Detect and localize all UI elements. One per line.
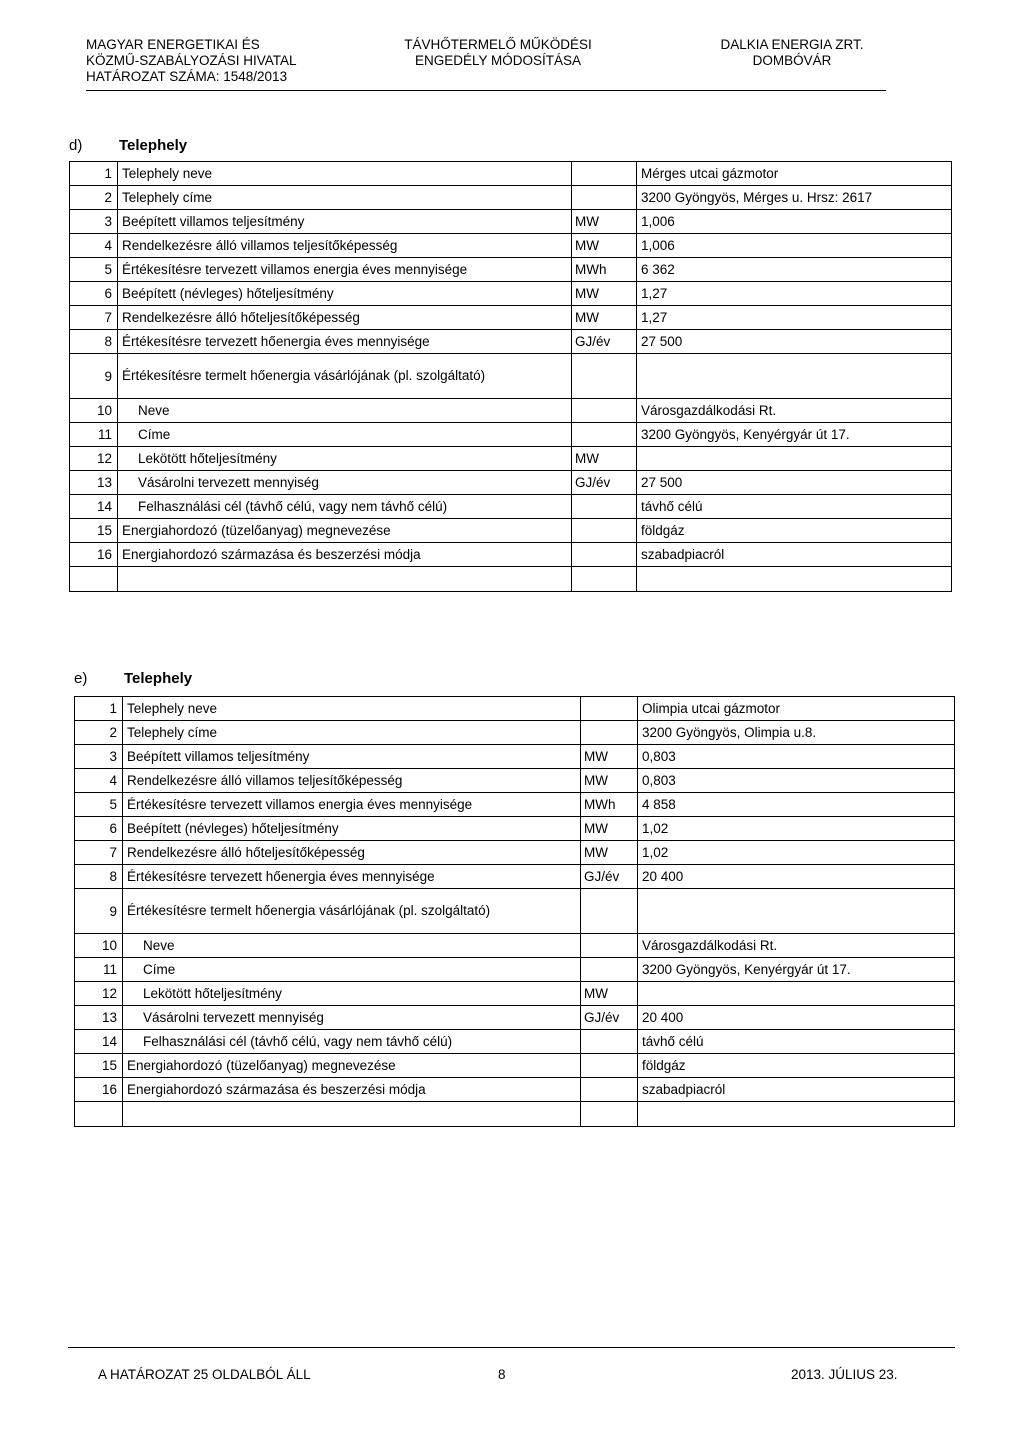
row-unit [581,1054,638,1078]
row-value: 3200 Gyöngyös, Olimpia u.8. [638,721,955,745]
row-number: 1 [70,162,118,186]
row-label: Beépített villamos teljesítmény [123,745,581,769]
row-number: 6 [75,817,123,841]
row-label: Értékesítésre termelt hőenergia vásárlójának (pl. szolgáltató) [118,354,572,399]
row-number: 4 [70,234,118,258]
table-row [70,447,952,471]
row-value: 3200 Gyöngyös, Kenyérgyár út 17. [637,423,952,447]
row-value [637,567,952,592]
table-row [75,1078,955,1102]
row-label: Vásárolni tervezett mennyiség [123,1006,581,1030]
row-value: Városgazdálkodási Rt. [638,934,955,958]
header-subject [388,37,608,69]
site-table-d [69,161,952,592]
row-unit [572,162,637,186]
row-unit [572,519,637,543]
row-unit [572,354,637,399]
row-number: 12 [70,447,118,471]
row-value: 0,803 [638,769,955,793]
row-label: Lekötött hőteljesítmény [123,982,581,1006]
footer-page-count: A HATÁROZAT 25 OLDALBÓL ÁLL [98,1367,311,1382]
header-authority [86,37,297,85]
table-row [75,1030,955,1054]
row-value: 20 400 [638,865,955,889]
row-number: 4 [75,769,123,793]
table-row [75,934,955,958]
row-unit [581,934,638,958]
row-label: Energiahordozó (tüzelőanyag) megnevezése [118,519,572,543]
row-number: 5 [75,793,123,817]
table-row [75,841,955,865]
row-unit [581,697,638,721]
row-number: 6 [70,282,118,306]
row-value: szabadpiacról [638,1078,955,1102]
table-row [70,186,952,210]
row-unit [581,958,638,982]
row-value [637,447,952,471]
row-value [638,982,955,1006]
row-number: 16 [70,543,118,567]
row-value: távhő célú [637,495,952,519]
row-unit [572,495,637,519]
site-table-e [74,696,955,1127]
row-number: 7 [75,841,123,865]
row-label: Címe [118,423,572,447]
row-label: Telephely címe [123,721,581,745]
row-label: Energiahordozó származása és beszerzési módja [123,1078,581,1102]
table-row [70,543,952,567]
row-value: 27 500 [637,330,952,354]
section-name: Telephely [119,137,188,154]
row-value: 1,27 [637,282,952,306]
row-number: 2 [70,186,118,210]
row-unit: MW [581,745,638,769]
row-number: 7 [70,306,118,330]
table-row [75,817,955,841]
section-title [74,670,274,690]
table-row [70,210,952,234]
table-row [75,745,955,769]
section-title [69,137,269,157]
footer-date: 2013. JÚLIUS 23. [791,1367,898,1382]
row-number: 10 [70,399,118,423]
footer-divider [68,1347,955,1348]
row-number: 3 [70,210,118,234]
row-value: 1,27 [637,306,952,330]
row-value: 1,006 [637,210,952,234]
table-row [70,258,952,282]
row-label: Értékesítésre termelt hőenergia vásárlójának (pl. szolgáltató) [123,889,581,934]
row-number: 3 [75,745,123,769]
row-label: Energiahordozó (tüzelőanyag) megnevezése [123,1054,581,1078]
row-unit [581,1078,638,1102]
row-label: Lekötött hőteljesítmény [118,447,572,471]
row-value: 4 858 [638,793,955,817]
row-number: 14 [75,1030,123,1054]
row-value [638,1102,955,1127]
row-label: Beépített (névleges) hőteljesítmény [123,817,581,841]
row-label: Rendelkezésre álló villamos teljesítőképesség [118,234,572,258]
row-unit: MW [572,282,637,306]
row-number: 10 [75,934,123,958]
row-label: Rendelkezésre álló villamos teljesítőképesség [123,769,581,793]
row-label: Beépített (névleges) hőteljesítmény [118,282,572,306]
row-label: Neve [118,399,572,423]
row-value: földgáz [638,1054,955,1078]
table-row [75,697,955,721]
row-number: 15 [75,1054,123,1078]
table-row [75,793,955,817]
row-unit: GJ/év [581,865,638,889]
row-unit: MW [572,306,637,330]
row-unit [572,423,637,447]
row-value: 3200 Gyöngyös, Kenyérgyár út 17. [638,958,955,982]
row-unit [572,543,637,567]
table-row [75,1054,955,1078]
header-subject-line: TÁVHŐTERMELŐ MŰKÖDÉSI [404,37,592,52]
row-label: Értékesítésre tervezett hőenergia éves mennyisége [123,865,581,889]
row-value: távhő célú [638,1030,955,1054]
row-number: 12 [75,982,123,1006]
row-value: 20 400 [638,1006,955,1030]
row-label: Neve [123,934,581,958]
header-divider [86,90,886,91]
table-row [75,1006,955,1030]
section-letter: d) [69,137,83,154]
row-label: Rendelkezésre álló hőteljesítőképesség [123,841,581,865]
row-label: Telephely neve [118,162,572,186]
table-row [75,721,955,745]
row-number: 11 [70,423,118,447]
header-authority-line: KÖZMŰ-SZABÁLYOZÁSI HIVATAL [86,53,297,68]
footer-page-number: 8 [498,1367,506,1382]
row-number: 14 [70,495,118,519]
row-unit: MWh [581,793,638,817]
row-unit: MW [581,817,638,841]
row-label: Értékesítésre tervezett villamos energia éves mennyisége [118,258,572,282]
header-subject-line: ENGEDÉLY MÓDOSÍTÁSA [414,53,582,68]
section-letter: e) [74,670,88,687]
row-unit: GJ/év [572,471,637,495]
row-label: Értékesítésre tervezett villamos energia éves mennyisége [123,793,581,817]
table-row [70,330,952,354]
row-number: 16 [75,1078,123,1102]
row-label: Energiahordozó származása és beszerzési módja [118,543,572,567]
row-number: 13 [75,1006,123,1030]
row-value: Olimpia utcai gázmotor [638,697,955,721]
row-number: 9 [75,889,123,934]
row-unit [572,399,637,423]
table-row [75,1102,955,1127]
row-unit: GJ/év [572,330,637,354]
row-label: Vásárolni tervezett mennyiség [118,471,572,495]
section-name: Telephely [124,670,193,687]
row-value: szabadpiacról [637,543,952,567]
table-row [70,306,952,330]
row-label: Beépített villamos teljesítmény [118,210,572,234]
row-number: 1 [75,697,123,721]
row-value: 1,02 [638,841,955,865]
table-row [75,865,955,889]
table-row [70,354,952,399]
row-value [638,889,955,934]
row-unit: MW [581,982,638,1006]
table-row [70,162,952,186]
table-row [70,567,952,592]
row-value: 0,803 [638,745,955,769]
table-row [70,519,952,543]
row-number [70,567,118,592]
row-value: 3200 Gyöngyös, Mérges u. Hrsz: 2617 [637,186,952,210]
header-company [700,37,884,69]
header-decision-number: HATÁROZAT SZÁMA: 1548/2013 [86,69,288,84]
row-unit [581,1102,638,1127]
table-row [70,234,952,258]
row-label: Telephely címe [118,186,572,210]
row-unit [572,186,637,210]
table-row [70,399,952,423]
row-value [637,354,952,399]
row-unit [581,1030,638,1054]
row-value: Városgazdálkodási Rt. [637,399,952,423]
row-label: Rendelkezésre álló hőteljesítőképesség [118,306,572,330]
row-unit: MW [581,769,638,793]
row-label: Felhasználási cél (távhő célú, vagy nem távhő célú) [123,1030,581,1054]
row-number: 8 [75,865,123,889]
row-number: 13 [70,471,118,495]
table-row [75,889,955,934]
row-number: 8 [70,330,118,354]
table-row [70,471,952,495]
page-header [0,37,1024,89]
row-value: Mérges utcai gázmotor [637,162,952,186]
row-unit [581,721,638,745]
row-value: 1,006 [637,234,952,258]
table-row [75,769,955,793]
table-row [70,423,952,447]
header-company-city: DOMBÓVÁR [752,53,832,68]
row-number: 15 [70,519,118,543]
row-unit: MW [572,234,637,258]
row-label: Címe [123,958,581,982]
row-unit: MW [581,841,638,865]
row-label: Felhasználási cél (távhő célú, vagy nem távhő célú) [118,495,572,519]
table-row [75,958,955,982]
row-unit: MW [572,210,637,234]
row-unit: MWh [572,258,637,282]
row-label [123,1102,581,1127]
row-label: Értékesítésre tervezett hőenergia éves mennyisége [118,330,572,354]
row-value: 6 362 [637,258,952,282]
row-unit: MW [572,447,637,471]
row-unit [581,889,638,934]
table-row [70,495,952,519]
row-number: 2 [75,721,123,745]
row-number: 11 [75,958,123,982]
row-number: 5 [70,258,118,282]
header-company-name: DALKIA ENERGIA ZRT. [720,37,864,52]
row-label: Telephely neve [123,697,581,721]
row-number [75,1102,123,1127]
table-row [75,982,955,1006]
row-value: 27 500 [637,471,952,495]
row-number: 9 [70,354,118,399]
table-row [70,282,952,306]
row-label [118,567,572,592]
header-authority-line: MAGYAR ENERGETIKAI ÉS [86,37,260,52]
row-value: 1,02 [638,817,955,841]
row-unit [572,567,637,592]
row-value: földgáz [637,519,952,543]
row-unit: GJ/év [581,1006,638,1030]
